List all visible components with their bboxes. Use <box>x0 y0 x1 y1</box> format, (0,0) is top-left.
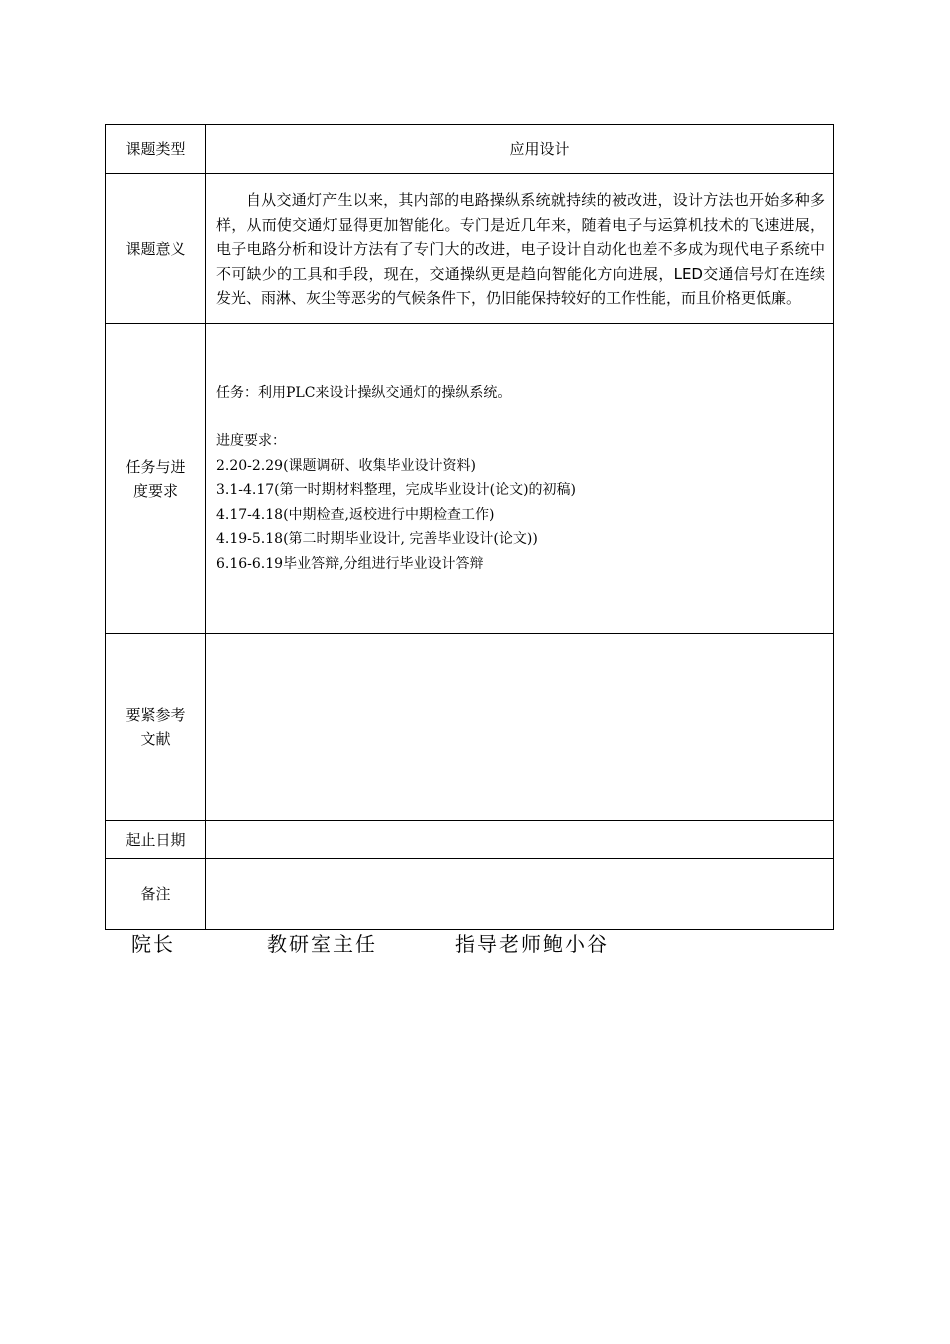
dates-value <box>206 821 834 859</box>
task-progress-block <box>206 381 833 577</box>
row-remarks <box>106 859 834 930</box>
value-project-type: 应用设计 <box>509 140 570 158</box>
task-progress-cell <box>206 324 834 634</box>
signature-dean: 院长 <box>131 932 175 956</box>
project-form-table <box>105 124 834 930</box>
label-remarks: 备注 <box>106 859 206 930</box>
schedule-item: 6.16-6.19毕业答辩,分组进行毕业设计答辩 <box>216 555 484 572</box>
label-references-line2: 文献 <box>140 730 171 748</box>
project-meaning-text: 自从交通灯产生以来，其内部的电路操纵系统就持续的被改进，设计方法也开始多种多样，从而使交通灯显得更加智能化。专门是近几年来，随着电子与运算机技术的飞速进展，电子电路分析和设计方法有了专门大的改进，电子设计自动化也差不多成为现代电子系统中不可缺少的工具和手段，现在，交通操纵更是趋向智能化方向进展，LED交通信号灯在连续发光、雨淋、灰尘等恶劣的气候条件下，仍旧能保持较好的工作性能，而且价格更低廉。 <box>216 191 825 308</box>
row-task-progress <box>106 324 834 634</box>
row-references <box>106 634 834 821</box>
label-task-progress-line2: 度要求 <box>132 481 178 500</box>
row-dates <box>106 821 834 859</box>
schedule-item: 4.17-4.18(中期检查,返校进行中期检查工作) <box>216 506 495 523</box>
row-project-type <box>106 125 834 174</box>
schedule-item: 3.1-4.17(第一时期材料整理，完成毕业设计(论文)的初稿) <box>216 482 577 499</box>
label-project-type: 课题类型 <box>106 125 206 174</box>
signature-director: 教研室主任 <box>267 932 377 956</box>
progress-title: 进度要求： <box>216 433 286 450</box>
label-dates: 起止日期 <box>106 821 206 859</box>
label-references <box>106 634 206 821</box>
signature-advisor: 指导老师鲍小谷 <box>455 932 609 956</box>
value-project-type-cell <box>206 125 834 174</box>
label-task-progress-line1: 任务与进 <box>125 457 186 476</box>
row-project-meaning <box>106 174 834 324</box>
value-project-meaning-cell <box>206 174 834 324</box>
schedule-item: 4.19-5.18(第二时期毕业设计, 完善毕业设计(论文)) <box>216 531 538 548</box>
label-references-line1: 要紧参考 <box>125 706 186 724</box>
remarks-value <box>206 859 834 930</box>
task-line: 任务：利用PLC来设计操纵交通灯的操纵系统。 <box>216 384 512 401</box>
references-value <box>206 634 834 821</box>
label-task-progress <box>106 324 206 634</box>
label-project-meaning: 课题意义 <box>106 174 206 324</box>
schedule-item: 2.20-2.29(课题调研、收集毕业设计资料) <box>216 457 476 474</box>
